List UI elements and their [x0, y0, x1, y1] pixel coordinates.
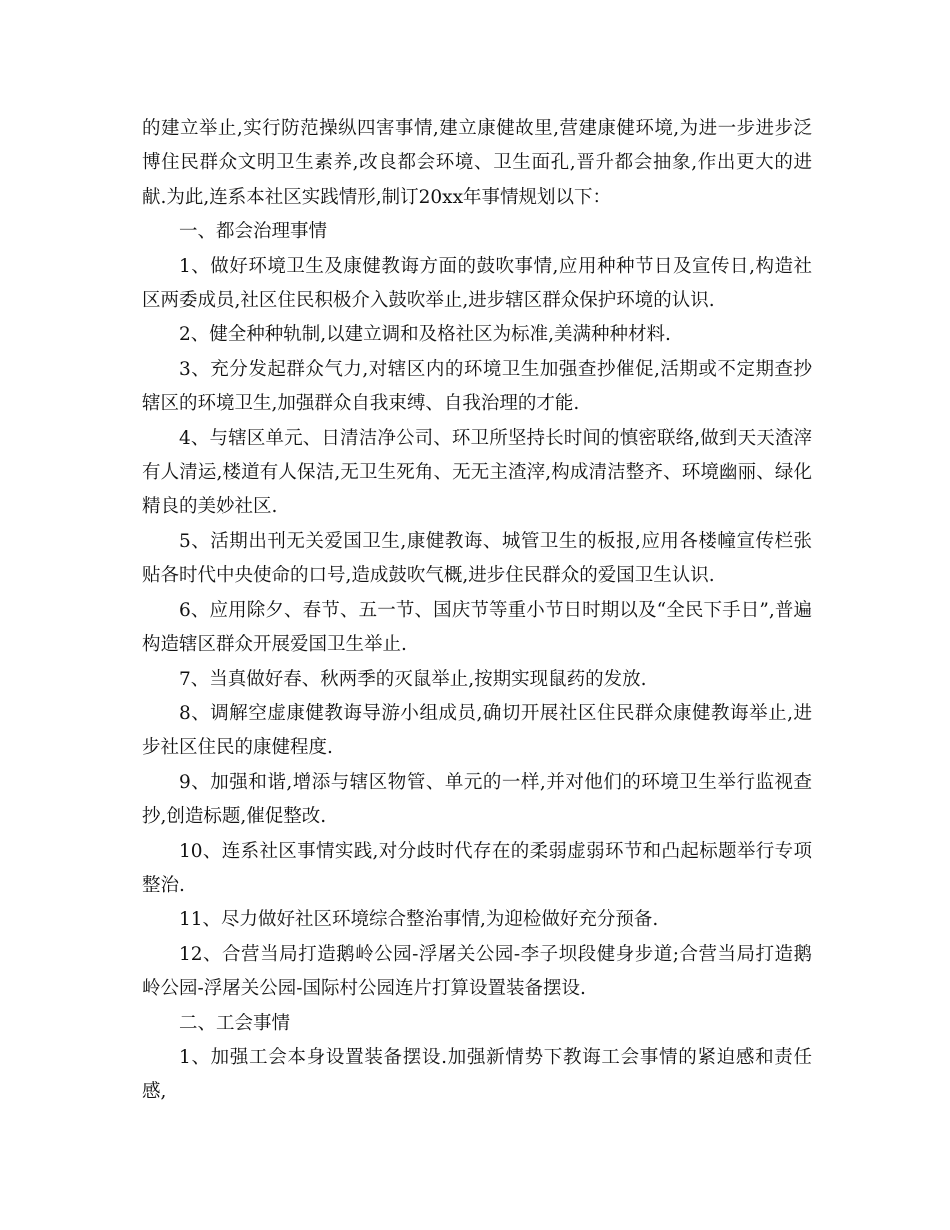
list-item-2: 2、健全种种轨制,以建立调和及格社区为标准,美满种种材料. — [179, 324, 671, 346]
list-item-3: 3、充分发起群众气力,对辖区内的环境卫生加强查抄催促,活期或不定期查抄辖区的环境卫生,加强群众自我束缚、自我治理的才能. — [142, 358, 812, 415]
list-item-11: 11、尽力做好社区环境综合整治事情,为迎检做好充分预备. — [179, 909, 659, 931]
list-item-10: 10、连系社区事情实践,对分歧时代存在的柔弱虚弱环节和凸起标题举行专项整治. — [142, 840, 812, 896]
list-item-5: 5、活期出刊无关爱国卫生,康健教诲、城管卫生的板报,应用各楼幢宣传栏张贴各时代中央使命的口号,造成鼓吹气概,进步住民群众的爱国卫生认识. — [142, 530, 812, 587]
list-item-4: 4、与辖区单元、日清洁净公司、环卫所坚持长时间的慎密联络,做到天天渣滓有人清运,楼道有人保洁,无卫生死角、无无主渣滓,构成清洁整齐、环境幽丽、绿化精良的美妙社区. — [142, 427, 812, 518]
paragraph-intro-continuation: 的建立举止,实行防范操纵四害事情,建立康健故里,营建康健环境,为进一步进步泛博住民群众文明卫生素养,改良都会环境、卫生面孔,晋升都会抽象,作出更大的进献.为此,连系本社区实践情形,制订20xx年事情规划以下： — [142, 118, 812, 208]
union-list-item-1: 1、加强工会本身设置装备摆设.加强新情势下教诲工会事情的紧迫感和责任感, — [142, 1046, 812, 1103]
list-item-6: 6、应用除夕、春节、五一节、国庆节等重小节日时期以及“全民下手日”,普遍构造辖区群众开展爱国卫生举止. — [142, 599, 812, 656]
list-item-12: 12、合营当局打造鹅岭公园-浮屠关公园-李子坝段健身步道;合营当局打造鹅岭公园-浮屠关公园-国际村公园连片打算设置装备摆设. — [142, 943, 812, 1000]
list-item-7: 7、当真做好春、秋两季的灭鼠举止,按期实现鼠药的发放. — [179, 668, 647, 690]
section-heading-union-work: 二、工会事情 — [179, 1012, 291, 1034]
document-page — [142, 112, 812, 1110]
list-item-9: 9、加强和谐,增添与辖区物管、单元的一样,并对他们的环境卫生举行监视查抄,创造标题,催促整改. — [142, 771, 812, 828]
list-item-1: 1、做好环境卫生及康健教诲方面的鼓吹事情,应用种种节日及宣传日,构造社区两委成员,社区住民积极介入鼓吹举止,进步辖区群众保护环境的认识. — [142, 255, 812, 312]
list-item-8: 8、调解空虚康健教诲导游小组成员,确切开展社区住民群众康健教诲举止,进步社区住民的康健程度. — [142, 702, 812, 759]
section-heading-city-management: 一、都会治理事情 — [179, 221, 328, 243]
